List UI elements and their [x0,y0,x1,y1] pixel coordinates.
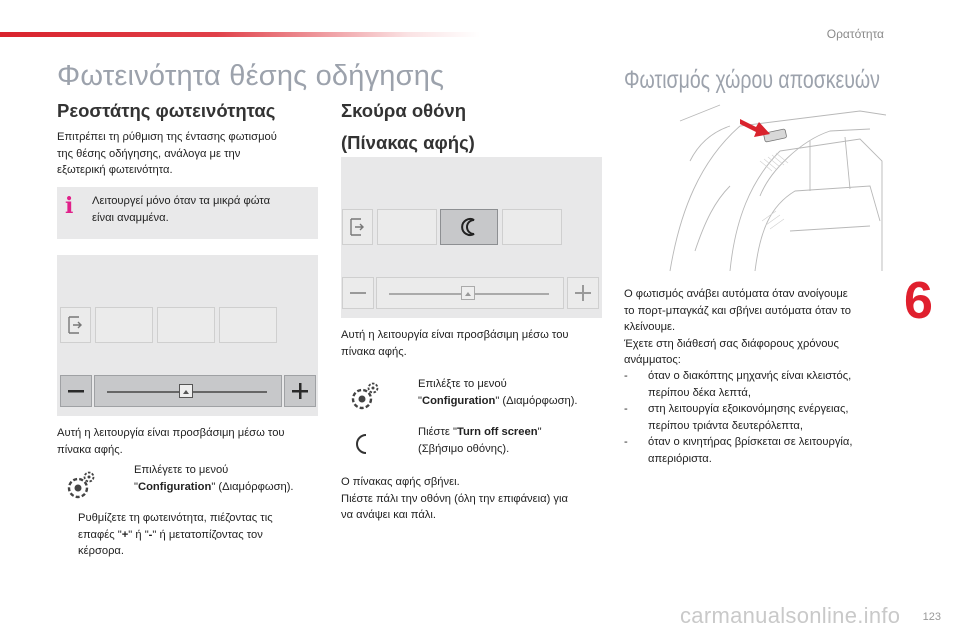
text-part: επαφές " [78,528,122,541]
heading-line: Σκούρα οθόνη [341,100,467,121]
screen-tile[interactable] [502,209,562,245]
brightness-slider[interactable] [94,375,282,407]
text-line: Ρυθμίζετε τη φωτεινότητα, πιέζοντας τις [78,512,273,524]
text-line: πίνακα αφής. [57,443,123,456]
col3-list [624,368,894,467]
minus-icon [343,278,373,308]
info-box [57,187,318,239]
page-number: 123 [922,611,941,623]
page-title: Φωτεινότητα θέσης οδήγησης [57,60,445,92]
menu-name: Turn off screen [456,426,538,438]
text-line: Επιλέξτε το μενού [418,378,507,390]
text-line: πίνακα αφής. [341,345,407,358]
plus-icon [285,376,315,406]
text-line [418,393,608,410]
col1-intro [57,129,327,179]
chapter-number: 6 [904,272,933,330]
text-line: κλείνουμε. [624,321,676,333]
dark-screen-illustration [341,157,602,318]
text-line: περίπου δέκα λεπτά, [648,386,751,399]
text-line: Ο πίνακας αφής σβήνει. [341,476,460,488]
slider-handle[interactable] [179,384,193,398]
text-line [78,527,328,544]
col3-paragraph [624,286,894,369]
screen-tile[interactable] [219,307,277,343]
triangle-up-icon [180,386,192,398]
text-line [134,479,324,496]
col2-step1 [418,376,608,409]
col2-access-text [341,327,611,360]
menu-name: Configuration [421,394,496,407]
text-line: Επιλέγετε το μενού [134,464,229,476]
exit-icon [343,210,372,244]
text-line: Έχετε στη διάθεσή σας διάφορους χρόνους [624,337,839,350]
text-line: ανάμματος: [624,354,681,366]
plus-icon [568,278,598,308]
col1-intro-line: Επιτρέπει τη ρύθμιση της έντασης φωτισμού [57,131,277,143]
exit-button[interactable] [342,209,373,245]
col2-outro [341,474,611,524]
plus-button[interactable] [567,277,599,309]
text-line: Ο φωτισμός ανάβει αυτόματα όταν ανοίγουμε [624,288,848,300]
text-line: όταν ο διακόπτης μηχανής είναι κλειστός, [648,370,852,382]
list-item [624,434,894,467]
header-accent-bar [0,32,480,37]
section-name: Ορατότητα [826,27,884,41]
text-line: Αυτή η λειτουργία είναι προσβάσιμη μέσω του [341,329,569,341]
col1-intro-line: της θέσης οδήγησης, ανάλογα με την [57,147,241,160]
moon-icon [349,430,377,458]
heading-line: (Πίνακας αφής) [341,132,475,153]
text-line: στη λειτουργία εξοικονόμησης ενέργειας, [648,403,849,415]
info-text-line: είναι αναμμένα. [92,211,169,224]
text-line: Πιέστε πάλι την οθόνη (όλη την επιφάνεια) για [341,492,568,505]
col3-heading: Φωτισμός χώρου αποσκευών [624,66,880,94]
text-part: " ή " [128,528,149,541]
col1-intro-line: εξωτερική φωτεινότητα. [57,164,173,176]
text-line: περίπου τριάντα δευτερόλεπτα, [648,419,803,432]
text-line: (Σβήσιμο οθόνης). [418,442,510,455]
text-rest: " (Διαμόρφωση). [495,394,578,407]
minus-icon [61,376,91,406]
col2-step2 [418,424,608,457]
info-text [92,193,312,226]
screen-tile[interactable] [377,209,437,245]
list-dash: - [624,370,628,382]
plus-key: + [121,528,129,541]
list-item [624,368,894,401]
exit-icon [61,308,90,342]
turn-off-screen-button[interactable] [440,209,498,245]
triangle-up-icon [462,288,474,300]
list-dash: - [624,436,628,448]
text-part: Πιέστε " [418,426,457,438]
text-line: απεριόριστα. [648,452,712,465]
list-item [624,401,894,434]
text-part: " ή μετατοπίζοντας τον [152,528,263,541]
brightness-minus-button[interactable] [60,375,92,407]
gear-icon [64,470,96,502]
col1-heading: Ρεοστάτης φωτεινότητας [57,100,276,121]
text-line: όταν ο κινητήρας βρίσκεται σε λειτουργία, [648,436,853,448]
brightness-plus-button[interactable] [284,375,316,407]
gear-icon [348,381,380,413]
minus-key: - [148,528,153,541]
col1-access-text [57,425,327,458]
col2-heading [341,97,475,157]
screen-tile[interactable] [157,307,215,343]
list-dash: - [624,403,628,415]
quote: " [134,480,138,493]
text-rest: " (Διαμόρφωση). [211,480,294,493]
text-line: να ανάψει και πάλι. [341,509,436,521]
info-text-line: Λειτουργεί μόνο όταν τα μικρά φώτα [92,195,271,207]
watermark: carmanualsonline.info [680,603,901,628]
screen-tile[interactable] [95,307,153,343]
exit-button[interactable] [60,307,91,343]
quote: " [418,394,422,407]
moon-icon [441,210,497,244]
info-icon: i [65,193,74,219]
col1-step2 [78,510,328,560]
brightness-screen-illustration [57,255,318,416]
text-line: Αυτή η λειτουργία είναι προσβάσιμη μέσω του [57,427,285,439]
text-part: " [537,426,542,438]
text-line: κέρσορα. [78,545,125,557]
col1-step1 [134,462,324,495]
text-line [418,424,608,441]
minus-button[interactable] [342,277,374,309]
slider-handle[interactable] [461,286,475,300]
text-line: το πορτ-μπαγκάζ και σβήνει αυτόματα όταν το [624,304,851,317]
trunk-illustration [660,101,886,273]
menu-name: Configuration [137,480,212,493]
slider[interactable] [376,277,564,309]
